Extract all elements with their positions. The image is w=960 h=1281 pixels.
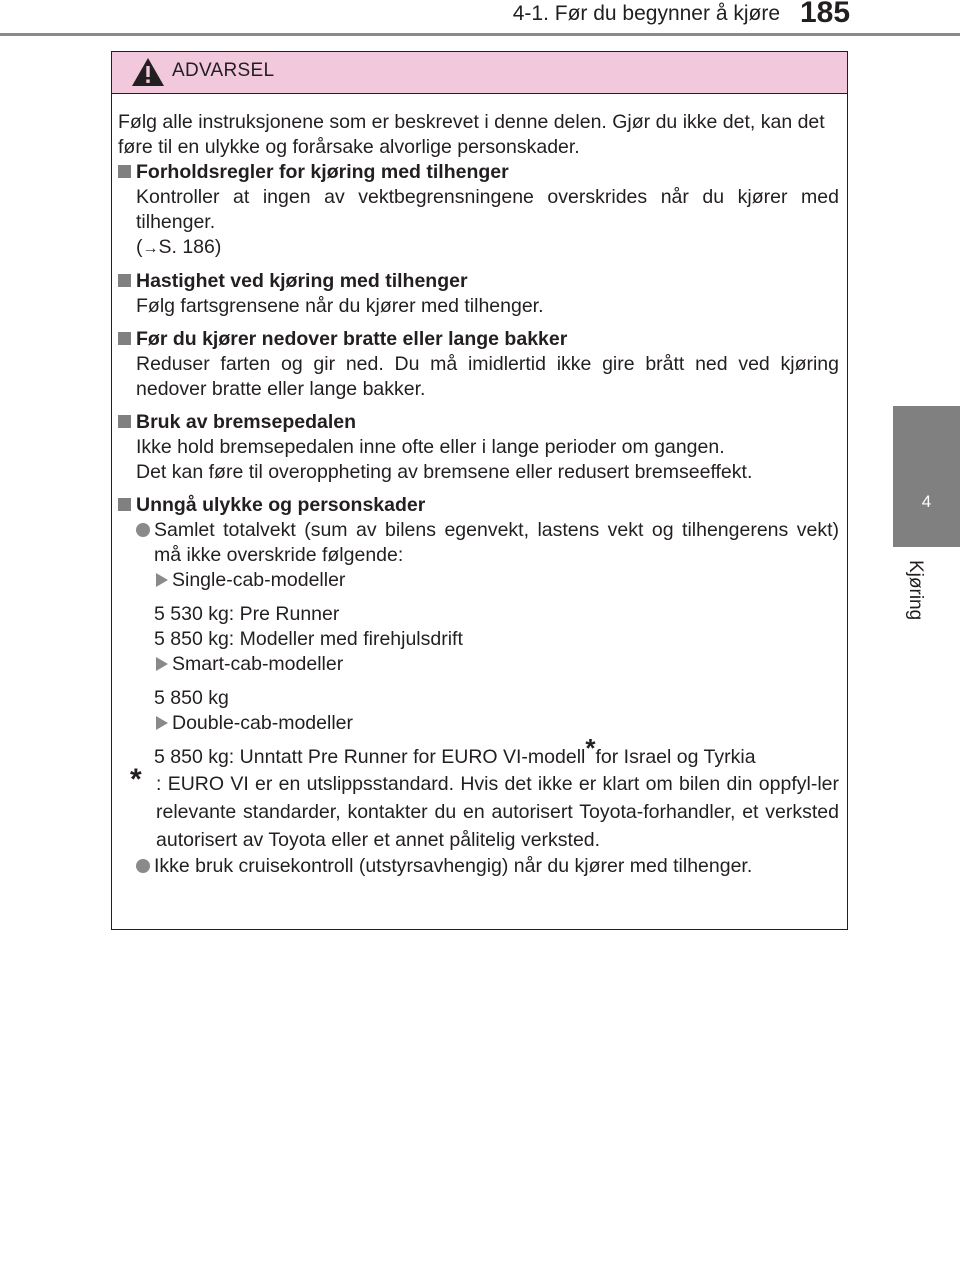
circle-bullet-icon (136, 523, 150, 537)
section-heading: Unngå ulykke og personskader (136, 494, 426, 516)
model-heading: Smart-cab-modeller (118, 652, 839, 677)
section-brake-pedal (118, 410, 839, 485)
warning-label: ADVARSEL (172, 60, 275, 81)
chapter-label: Kjøring (905, 560, 926, 621)
square-bullet-icon (118, 415, 131, 428)
square-bullet-icon (118, 332, 131, 345)
model-weights: 5 530 kg: Pre Runner 5 850 kg: Modeller med firehjulsdrift (154, 603, 463, 650)
section-body: Følg fartsgrensene når du kjører med tilhenger. (136, 295, 544, 317)
section-towing-speed (118, 269, 839, 319)
section-title: 4-1. Før du begynner å kjøre (512, 2, 780, 25)
footnote-marker: * (130, 763, 142, 796)
warning-intro: Følg alle instruksjonene som er beskrevet i denne delen. Gjør du ikke det, kan det føre til en ulykke og forårsake alvorlige personskader. (118, 111, 825, 158)
reference-link[interactable]: S. 186 (158, 236, 215, 258)
list-item: Samlet totalvekt (sum av bilens egenvekt, lastens vekt og tilhengerens vekt) må ikke overskride følgende: (118, 518, 839, 568)
triangle-bullet-icon (156, 573, 168, 587)
chapter-tab (893, 406, 960, 547)
section-heading: Før du kjører nedover bratte eller lange bakker (136, 328, 568, 350)
warning-header (112, 52, 847, 94)
chapter-number: 4 (921, 492, 932, 511)
section-body: Reduser farten og gir ned. Du må imidlertid ikke gire brått ned ved kjøring nedover bratte eller lange bakker. (136, 353, 839, 400)
model-heading: Double-cab-modeller (118, 711, 839, 736)
section-towing-precautions (118, 160, 839, 261)
section-body: Kontroller at ingen av vektbegrensningene overskrides når du kjører med tilhenger. (136, 186, 839, 233)
square-bullet-icon (118, 165, 131, 178)
circle-bullet-icon (136, 859, 150, 873)
square-bullet-icon (118, 498, 131, 511)
warning-content (118, 110, 839, 887)
warning-triangle-icon (131, 57, 165, 87)
warning-box (111, 51, 848, 930)
section-body: Ikke hold bremsepedalen inne ofte eller i lange perioder om gangen. (136, 436, 725, 458)
page-number: 185 (800, 0, 851, 29)
section-downhill (118, 327, 839, 402)
square-bullet-icon (118, 274, 131, 287)
footnote: * : EURO VI er en utslippsstandard. Hvis det ikke er klart om bilen din oppfyl-ler relevante standarder, kontakter du en autorisert Toyota-forhandler, et verksted autorisert av Toyota eller et annet pålitelig verksted. (130, 763, 839, 851)
section-body: Det kan føre til overoppheting av bremsene eller redusert bremseeffekt. (136, 461, 753, 483)
triangle-bullet-icon (156, 716, 168, 730)
header-divider (0, 33, 960, 36)
list-item: Ikke bruk cruisekontroll (utstyrsavhengig) når du kjører med tilhenger. (118, 854, 839, 879)
section-heading: Hastighet ved kjøring med tilhenger (136, 270, 468, 292)
model-heading: Single-cab-modeller (118, 568, 839, 593)
page-reference: (→S. 186) (118, 235, 839, 261)
arrow-right-icon: → (142, 240, 159, 257)
section-avoid-accidents (118, 493, 839, 879)
model-weights: 5 850 kg: Unntatt Pre Runner for EURO VI-modell*for Israel og Tyrkia (154, 733, 756, 768)
section-heading: Forholdsregler for kjøring med tilhenger (136, 161, 509, 183)
model-weights: 5 850 kg (154, 687, 229, 709)
section-heading: Bruk av bremsepedalen (136, 411, 357, 433)
footnote-star: * (585, 733, 596, 763)
triangle-bullet-icon (156, 657, 168, 671)
